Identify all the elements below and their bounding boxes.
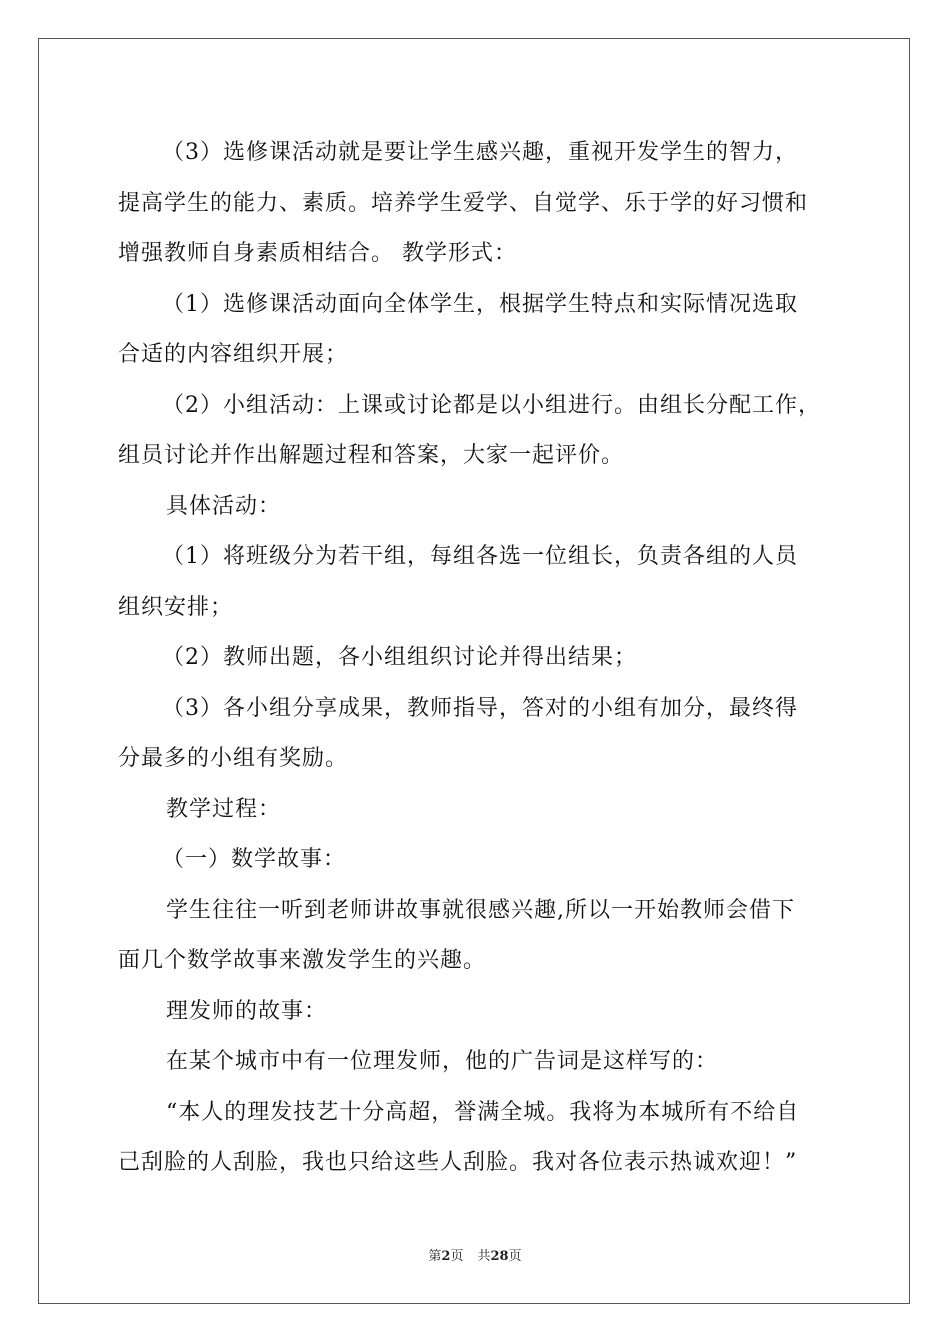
text-line: （2）教师出题，各小组组织讨论并得出结果； — [162, 645, 637, 670]
text-line: “本人的理发技艺十分高超，誉满全城。我将为本城所有不给自 — [166, 1099, 800, 1125]
text-line: 提高学生的能力、素质。培养学生爱学、自觉学、乐于学的好习惯和 — [118, 190, 809, 216]
text-line: （3）选修课活动就是要让学生感兴趣，重视开发学生的智力， — [162, 140, 798, 165]
text-line: 己刮脸的人刮脸，我也只给这些人刮脸。我对各位表示热诚欢迎！” — [118, 1150, 798, 1175]
text-line: （3）各小组分享成果，教师指导，答对的小组有加分，最终得 — [162, 695, 798, 721]
footer-prefix: 第 — [428, 1249, 442, 1264]
text-line: 合适的内容组织开展； — [118, 342, 349, 367]
text-line: （1）将班级分为若干组，每组各选一位组长，负责各组的人员 — [162, 544, 798, 569]
text-line: 具体活动： — [166, 493, 282, 519]
total-pages-number: 28 — [490, 1249, 509, 1264]
text-line: 增强教师自身素质相结合。 教学形式： — [118, 241, 517, 266]
text-line: （一）数学故事： — [162, 847, 347, 872]
page-footer — [0, 1245, 950, 1264]
text-line: 组员讨论并作出解题过程和答案，大家一起评价。 — [118, 443, 625, 468]
text-line: （1）选修课活动面向全体学生，根据学生特点和实际情况选取 — [162, 291, 798, 317]
footer-page-suffix: 页 — [450, 1249, 464, 1264]
text-line: 在某个城市中有一位理发师，他的广告词是这样写的： — [166, 1049, 719, 1074]
footer-total-suffix: 页 — [508, 1249, 522, 1264]
text-line: 面几个数学故事来激发学生的兴趣。 — [118, 948, 487, 973]
text-line: 学生往往一听到老师讲故事就很感兴趣,所以一开始教师会借下 — [166, 897, 795, 923]
text-line: 理发师的故事： — [166, 998, 328, 1024]
document-body — [118, 128, 838, 1189]
text-line: （2）小组活动：上课或讨论都是以小组进行。由组长分配工作， — [162, 392, 821, 418]
text-line: 教学过程： — [166, 796, 282, 822]
text-line: 分最多的小组有奖励。 — [118, 746, 349, 771]
footer-total-prefix: 共 — [477, 1249, 491, 1264]
text-line: 组织安排； — [118, 594, 234, 620]
current-page-number: 2 — [441, 1249, 451, 1264]
